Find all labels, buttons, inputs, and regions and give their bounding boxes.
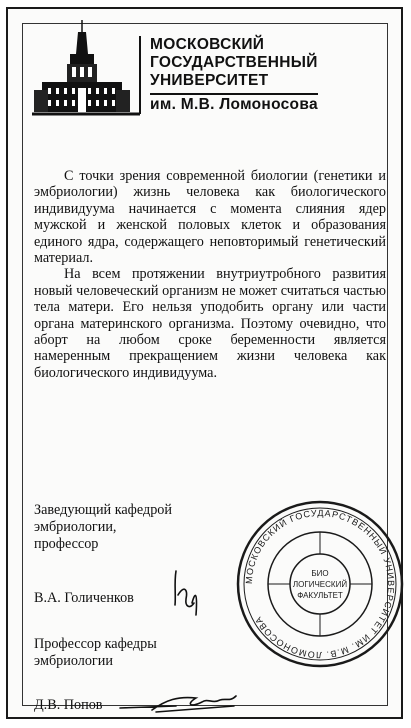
signatory-2-name: Д.В. Попов [34, 697, 103, 713]
paragraph-2: На всем протяжении внутриутробного развития новый человеческий организм не может считаться частью тела матери. Его нельзя уподобить органу или части органа материнского организма. Поэтому очевидно, что аборт на любом сроке беременности является намеренным прекращением жизни человека как биологического индивидуума. [34, 266, 386, 381]
signatory-2-title-line-2: эмбриологии [34, 653, 113, 669]
stamp-line-1: БИО [311, 569, 329, 578]
signatory-1-title-line-1: Заведующий кафедрой [34, 502, 172, 518]
paragraph-1: С точки зрения современной биологии (генетики и эмбриологии) жизнь человека как биологического индивидуума начинается с момента слияния ядер мужской и женской половых клеток и образования единого ядра, содержащего неповторимый генетический материал. [34, 168, 386, 267]
university-line-4: им. М.В. Ломоносова [150, 93, 318, 114]
statement-text [34, 168, 386, 381]
signatory-1-title-line-2: эмбриологии, [34, 519, 117, 535]
university-name [150, 36, 318, 114]
signatory-1-title-line-3: профессор [34, 536, 99, 552]
signatory-1-name: В.А. Голиченков [34, 590, 134, 606]
signature-2 [116, 690, 266, 718]
university-line-1: МОСКОВСКИЙ [150, 36, 265, 53]
faculty-stamp [234, 498, 406, 670]
stamp-line-3: ФАКУЛЬТЕТ [297, 591, 343, 600]
signatory-2-title-line-1: Профессор кафедры [34, 636, 157, 652]
university-line-3: УНИВЕРСИТЕТ [150, 72, 269, 89]
university-logo [32, 18, 142, 124]
signature-1 [168, 565, 208, 620]
university-line-2: ГОСУДАРСТВЕННЫЙ [150, 54, 318, 71]
stamp-line-2: ЛОГИЧЕСКИЙ [292, 580, 348, 589]
signatory-1-title [34, 502, 172, 553]
stamp-outer-ring-text: МОСКОВСКИЙ ГОСУДАРСТВЕННЫЙ УНИВЕРСИТЕТ ИМ. М.В. ЛОМОНОСОВА [243, 507, 397, 661]
signatory-2-title [34, 636, 157, 670]
